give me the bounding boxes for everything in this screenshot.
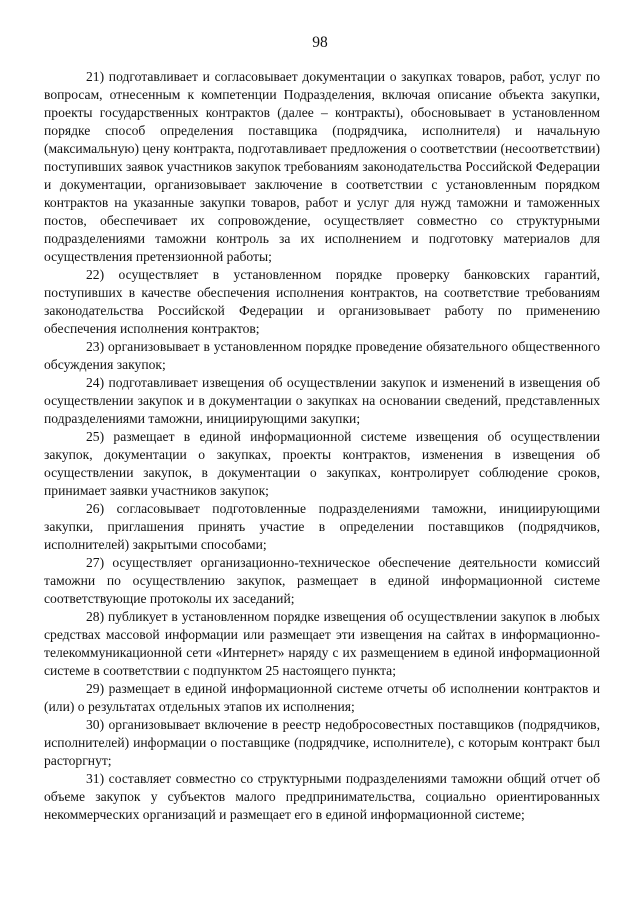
paragraph-item-28: 28) публикует в установленном порядке извещения об осуществлении закупок в любых средствах массовой информации или размещает эти извещения на сайтах в информационно-телекоммуникационной сети «Интернет» наряду с их размещением в единой информационной системе в соответствии с подпунктом 25 настоящего пункта; [44, 609, 600, 678]
paragraph-item-27: 27) осуществляет организационно-техническое обеспечение деятельности комиссий таможни по осуществлению закупок, размещает в единой информационной системе соответствующие протоколы их заседаний; [44, 555, 600, 606]
paragraph-item-22: 22) осуществляет в установленном порядке проверку банковских гарантий, поступивших в качестве обеспечения исполнения контрактов, на соответствие требованиям законодательства Российской Федерации и организовывает работу по применению обеспечения исполнения контрактов; [44, 267, 600, 336]
paragraph-item-29: 29) размещает в единой информационной системе отчеты об исполнении контрактов и (или) о результатах отдельных этапов их исполнения; [44, 681, 600, 714]
paragraph-item-26: 26) согласовывает подготовленные подразделениями таможни, инициирующими закупки, приглашения принять участие в определении поставщиков (подрядчиков, исполнителей) закрытыми способами; [44, 501, 600, 552]
document-body [44, 68, 600, 824]
paragraph-item-31: 31) составляет совместно со структурными подразделениями таможни общий отчет об объеме закупок у субъектов малого предпринимательства, социально ориентированных некоммерческих организаций и размещает его в единой информационной системе; [44, 771, 600, 822]
paragraph-item-24: 24) подготавливает извещения об осуществлении закупок и изменений в извещения об осуществлении закупок и в документации о закупках на основании сведений, представленных подразделениями таможни, инициирующими закупки; [44, 375, 600, 426]
paragraph-item-23: 23) организовывает в установленном порядке проведение обязательного общественного обсуждения закупок; [44, 339, 600, 372]
page-number: 98 [312, 34, 328, 51]
paragraph-item-25: 25) размещает в единой информационной системе извещения об осуществлении закупок, документации о закупках, проекты контрактов, изменения в извещения об осуществлении закупок, в документации о закупках, контролирует соблюдение сроков, принимает заявки участников закупок; [44, 429, 600, 498]
paragraph-item-30: 30) организовывает включение в реестр недобросовестных поставщиков (подрядчиков, исполнителей) информации о поставщике (подрядчике, исполнителе), с которым контракт был расторгнут; [44, 717, 600, 768]
paragraph-item-21: 21) подготавливает и согласовывает документации о закупках товаров, работ, услуг по вопросам, отнесенным к компетенции Подразделения, включая описание объекта закупки, проекты государственных контрактов (далее – контракты), обосновывает в установленном порядке способ определения поставщика (подрядчика, исполнителя) и начальную (максимальную) цену контракта, подготавливает предложения о соответствии (несоответствии) поступивших заявок участников закупок требованиям законодательства Российской Федерации и документации, организовывает заключение в соответствии с установленным порядком контрактов на указанные закупки товаров, работ и услуг для нужд таможни и таможенных постов, обеспечивает их сопровождение, осуществляет совместно со структурными подразделениями таможни контроль за их исполнением и подготовку материалов для осуществления претензионной работы; [44, 69, 600, 264]
